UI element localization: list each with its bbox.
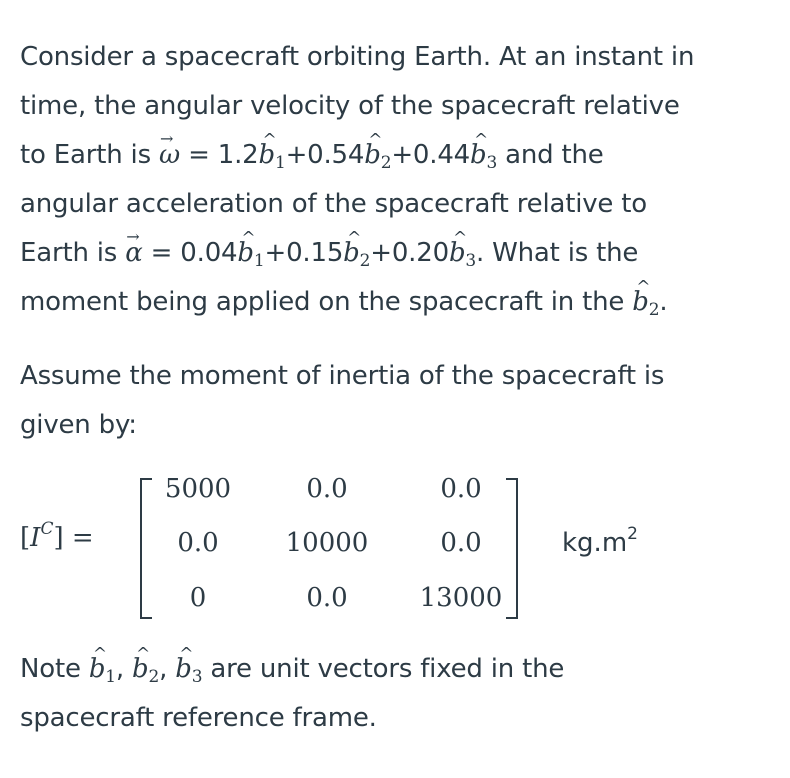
inertia-superscript: C <box>40 519 54 539</box>
b1-unit-vector: ^ b <box>258 131 274 180</box>
lhs-close-equals: ] = <box>53 523 94 553</box>
statement-line-6-suffix: . <box>659 287 668 317</box>
statement-line-3 <box>20 131 760 180</box>
note-prefix: Note <box>20 654 89 684</box>
matrix-cell-r2c3: 0.0 <box>440 528 482 558</box>
note-line-2: spacecraft reference frame. <box>20 703 377 733</box>
b2-unit-vector: ^ b <box>132 645 148 694</box>
note-sep-1: , <box>115 654 133 684</box>
units-exponent: 2 <box>627 524 638 544</box>
statement-line-1: Consider a spacecraft orbiting Earth. At an instant in <box>20 42 695 72</box>
statement-line-5-suffix: . What is the <box>476 238 639 268</box>
b3-unit-vector: ^ b <box>470 131 486 180</box>
matrix-cell-r2c1: 0.0 <box>177 528 219 558</box>
b1-unit-vector: ^ b <box>89 645 105 694</box>
b3-subscript: 3 <box>191 667 203 687</box>
b2-subscript: 2 <box>148 667 160 687</box>
lhs-open-bracket: [ <box>20 523 31 553</box>
statement-line-4: angular acceleration of the spacecraft relative to <box>20 189 647 219</box>
matrix-cell-r1c3: 0.0 <box>440 474 482 504</box>
matrix-cell-r3c2: 0.0 <box>306 583 348 613</box>
matrix-cell-r2c2: 10000 <box>285 528 369 558</box>
statement-line-5-prefix: Earth is <box>20 238 126 268</box>
b2-unit-vector: ^ b <box>364 131 380 180</box>
matrix-cell-r1c1: 5000 <box>164 474 232 504</box>
statement-line-2: time, the angular velocity of the spacecraft relative <box>20 91 680 121</box>
matrix-cell-r1c2: 0.0 <box>306 474 348 504</box>
statement-line-6-prefix: moment being applied on the spacecraft in the <box>20 287 633 317</box>
alpha-c3: +0.20 <box>370 238 449 268</box>
units-base: kg.m <box>562 528 628 558</box>
omega-eq: = 1.2 <box>180 140 259 170</box>
matrix-cell-r3c1: 0 <box>189 583 207 613</box>
b1-subscript: 1 <box>105 667 116 687</box>
statement-line-3-prefix: to Earth is <box>20 140 159 170</box>
b3-unit-vector: ^ b <box>449 229 465 278</box>
inertia-intro-line-1: Assume the moment of inertia of the spacecraft is <box>20 361 665 391</box>
b2-subscript: 2 <box>648 300 660 320</box>
alpha-eq: = 0.04 <box>142 238 238 268</box>
inertia-intro <box>20 352 760 450</box>
alpha-vector: → α <box>125 229 142 278</box>
omega-c3: +0.44 <box>391 140 471 170</box>
note-sep-2: , <box>159 654 176 684</box>
omega-vector: → ω <box>159 131 180 180</box>
matrix-cell-r3c3: 13000 <box>419 583 503 613</box>
statement-line-6 <box>20 278 760 327</box>
note-line-1-suffix: are unit vectors fixed in the <box>202 654 565 684</box>
note-line-1 <box>20 645 760 694</box>
b1-subscript: 1 <box>253 251 265 271</box>
unit-vector-note <box>20 645 760 743</box>
inertia-intro-line-2: given by: <box>20 410 137 440</box>
b2-unit-vector: ^ b <box>632 278 648 327</box>
b2-unit-vector: ^ b <box>343 229 359 278</box>
omega-c2: +0.54 <box>285 140 365 170</box>
b3-unit-vector: ^ b <box>175 645 191 694</box>
b3-subscript: 3 <box>486 153 498 173</box>
inertia-units <box>562 524 638 558</box>
inertia-symbol: I <box>30 523 41 553</box>
b2-subscript: 2 <box>380 153 392 173</box>
b3-subscript: 3 <box>465 251 477 271</box>
alpha-c2: +0.15 <box>264 238 344 268</box>
b1-subscript: 1 <box>274 153 286 173</box>
inertia-matrix-label <box>20 519 94 553</box>
b2-subscript: 2 <box>359 251 371 271</box>
b1-unit-vector: ^ b <box>237 229 253 278</box>
statement-line-3-suffix: and the <box>497 140 604 170</box>
problem-statement <box>20 33 760 327</box>
